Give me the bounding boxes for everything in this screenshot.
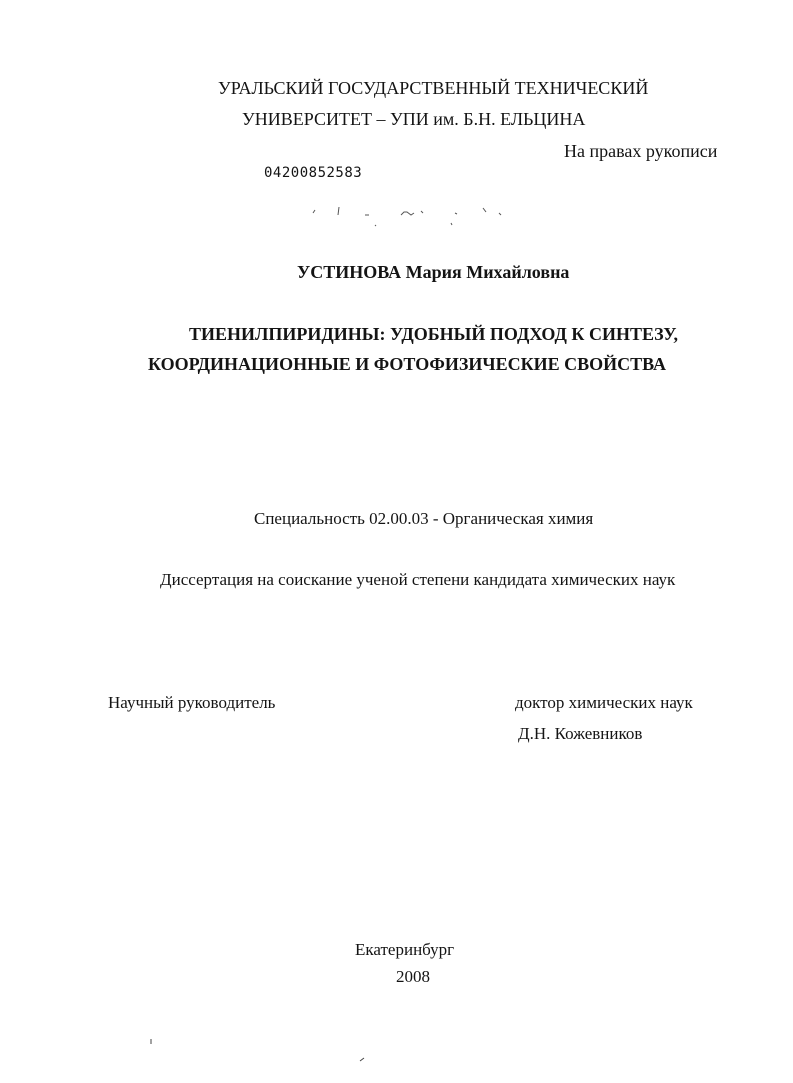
archive-number-stamp: 04200852583: [264, 165, 363, 181]
dissertation-title-line-1: ТИЕНИЛПИРИДИНЫ: УДОБНЫЙ ПОДХОД К СИНТЕЗУ,: [189, 324, 679, 344]
supervisor-degree: доктор химических наук: [515, 693, 693, 712]
year: 2008: [396, 967, 430, 986]
university-name-line-2: УНИВЕРСИТЕТ – УПИ им. Б.Н. ЕЛЬЦИНА: [242, 109, 586, 129]
city: Екатеринбург: [355, 940, 455, 959]
supervisor-name: Д.Н. Кожевников: [518, 724, 643, 743]
scan-speck-left: [148, 1038, 154, 1046]
dissertation-title-line-2: КООРДИНАЦИОННЫЕ И ФОТОФИЗИЧЕСКИЕ СВОЙСТВА: [148, 354, 667, 374]
scan-noise-marks: [305, 203, 510, 231]
scan-speck-bottom: [358, 1055, 366, 1063]
specialty: Специальность 02.00.03 - Органическая химия: [254, 509, 594, 528]
supervisor-label: Научный руководитель: [108, 693, 276, 712]
author-name: УСТИНОВА Мария Михайловна: [297, 262, 570, 282]
university-name-line-1: УРАЛЬСКИЙ ГОСУДАРСТВЕННЫЙ ТЕХНИЧЕСКИЙ: [218, 78, 649, 98]
rights-note: На правах рукописи: [564, 141, 718, 161]
degree-statement: Диссертация на соискание ученой степени кандидата химических наук: [160, 570, 676, 589]
